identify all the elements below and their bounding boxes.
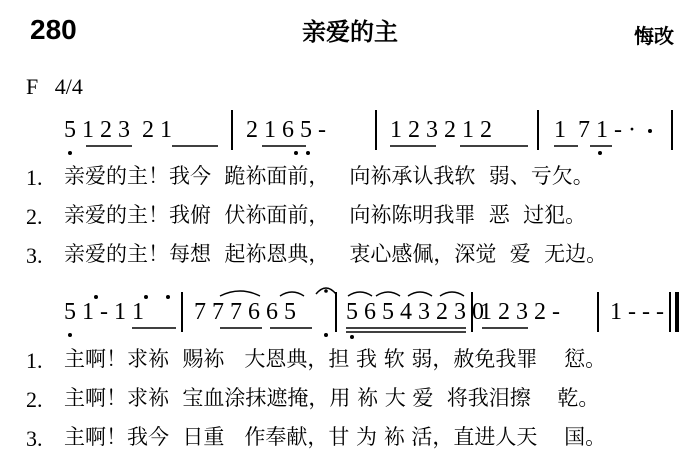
octave-dot <box>94 295 98 299</box>
measure-1-3: 1 2 3 2 1 2 <box>390 117 492 143</box>
measure-2-4: 1 2 3 2 - <box>480 299 560 325</box>
octave-dot <box>68 333 72 337</box>
measure-1-1: 5 1 2 3 2 1 <box>64 117 172 143</box>
fermata-dot <box>324 289 328 293</box>
octave-dot <box>294 151 298 155</box>
lyric-line: 亲爱的主！我俯 伏袮面前， 向袮陈明我罪 恶 过犯。 <box>64 203 587 227</box>
verse-number: 3. <box>26 243 43 268</box>
lyric-line: 主啊！求袮 宝血涂抹遮掩，用 袮 大 爱 将我泪擦 乾。 <box>64 386 600 410</box>
verse-number: 1. <box>26 348 43 373</box>
octave-dot <box>68 151 72 155</box>
dot <box>648 129 652 133</box>
verse-number: 2. <box>26 387 43 412</box>
lyric-line: 主啊！求袮 赐袮 大恩典，担 我 软 弱，赦免我罪 愆。 <box>64 347 607 371</box>
lyric-line: 亲爱的主！我今 跪袮面前， 向袮承认我软 弱、亏欠。 <box>64 164 594 188</box>
octave-dot <box>324 333 328 337</box>
measure-2-1: 5 1 - 1 1 <box>64 299 144 325</box>
slur <box>376 292 400 296</box>
octave-dot <box>306 151 310 155</box>
slur <box>220 291 260 296</box>
octave-dot <box>166 295 170 299</box>
hymn-category: 悔改 <box>634 24 674 48</box>
hymn-title: 亲爱的主 <box>302 18 398 46</box>
slur <box>280 292 304 296</box>
lyric-line: 亲爱的主！每想 起袮恩典， 衷心感佩，深觉 爱 无边。 <box>64 242 608 266</box>
verse-number: 2. <box>26 204 43 229</box>
verse-number: 3. <box>26 426 43 451</box>
measure-2-2: 7 7 7 6 6 5 <box>194 299 296 325</box>
octave-dot <box>598 151 602 155</box>
measure-2-5: 1 - - - <box>610 299 664 325</box>
key-signature: F 4/4 <box>26 74 83 99</box>
verse-number: 1. <box>26 165 43 190</box>
measure-2-3: 5 6 5 4 3 2 3 0 <box>346 299 484 325</box>
hymn-number: 280 <box>30 14 77 45</box>
measure-1-4: 1 7 1 - · <box>554 117 636 143</box>
lyric-line: 主啊！我今 日重 作奉献，甘 为 袮 活，直进人天 国。 <box>64 425 607 449</box>
slur <box>408 292 432 296</box>
slur <box>440 292 464 296</box>
measure-1-2: 2 1 6 5 - <box>246 117 326 143</box>
slur <box>348 292 372 296</box>
octave-dot <box>144 295 148 299</box>
octave-dot <box>350 335 354 339</box>
